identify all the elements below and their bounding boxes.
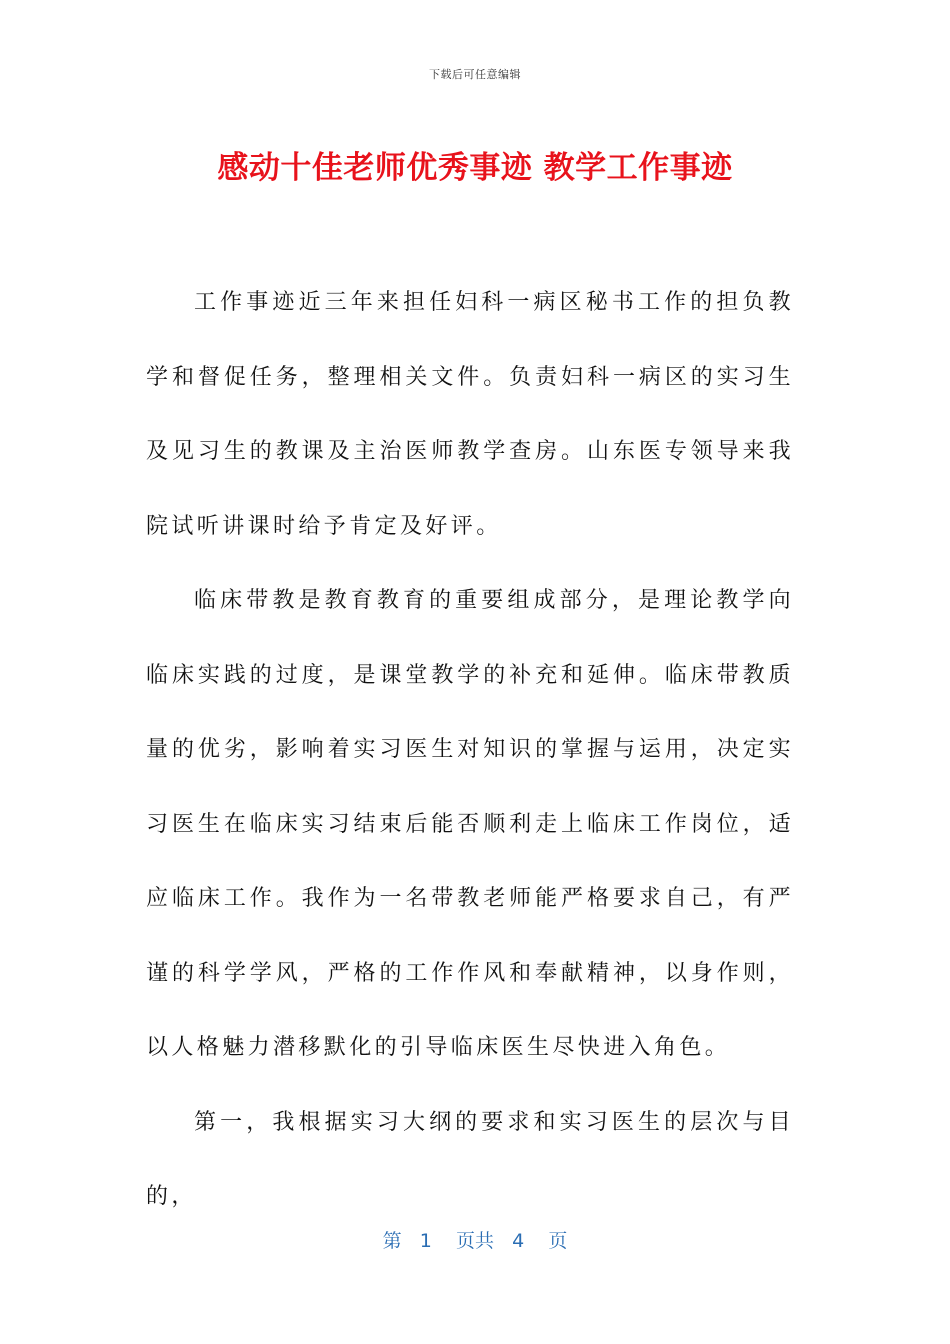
paragraph-2: 临床带教是教育教育的重要组成部分，是理论教学向临床实践的过度，是课堂教学的补充和延伸。临床带教质量的优劣，影响着实习医生对知识的掌握与运用，决定实习医生在临床实习结束后能否顺利走上临床工作岗位，适应临床工作。我作为一名带教老师能严格要求自己，有严谨的科学学风，严格的工作作风和奉献精神，以身作则，以人格魅力潜移默化的引导临床医生尽快进入角色。 xyxy=(146,588,794,1060)
paragraph-1: 工作事迹近三年来担任妇科一病区秘书工作的担负教学和督促任务，整理相关文件。负责妇科一病区的实习生及见习生的教课及主治医师教学查房。山东医专领导来我院试听讲课时给予肯定及好评。 xyxy=(146,290,794,539)
footer-suffix: 页 xyxy=(548,1230,568,1252)
footer-page-number: 1 xyxy=(419,1230,432,1252)
page-number-footer xyxy=(0,1226,950,1253)
paragraph-3: 第一，我根据实习大纲的要求和实习医生的层次与目的， xyxy=(146,1109,794,1209)
footer-middle: 页共 xyxy=(455,1230,494,1252)
document-body xyxy=(146,266,794,1235)
download-note: 下载后可任意编辑 xyxy=(429,68,521,81)
footer-total-pages: 4 xyxy=(512,1230,525,1252)
page-title: 感动十佳老师优秀事迹 教学工作事迹 xyxy=(217,150,733,186)
footer-prefix: 第 xyxy=(382,1230,402,1252)
